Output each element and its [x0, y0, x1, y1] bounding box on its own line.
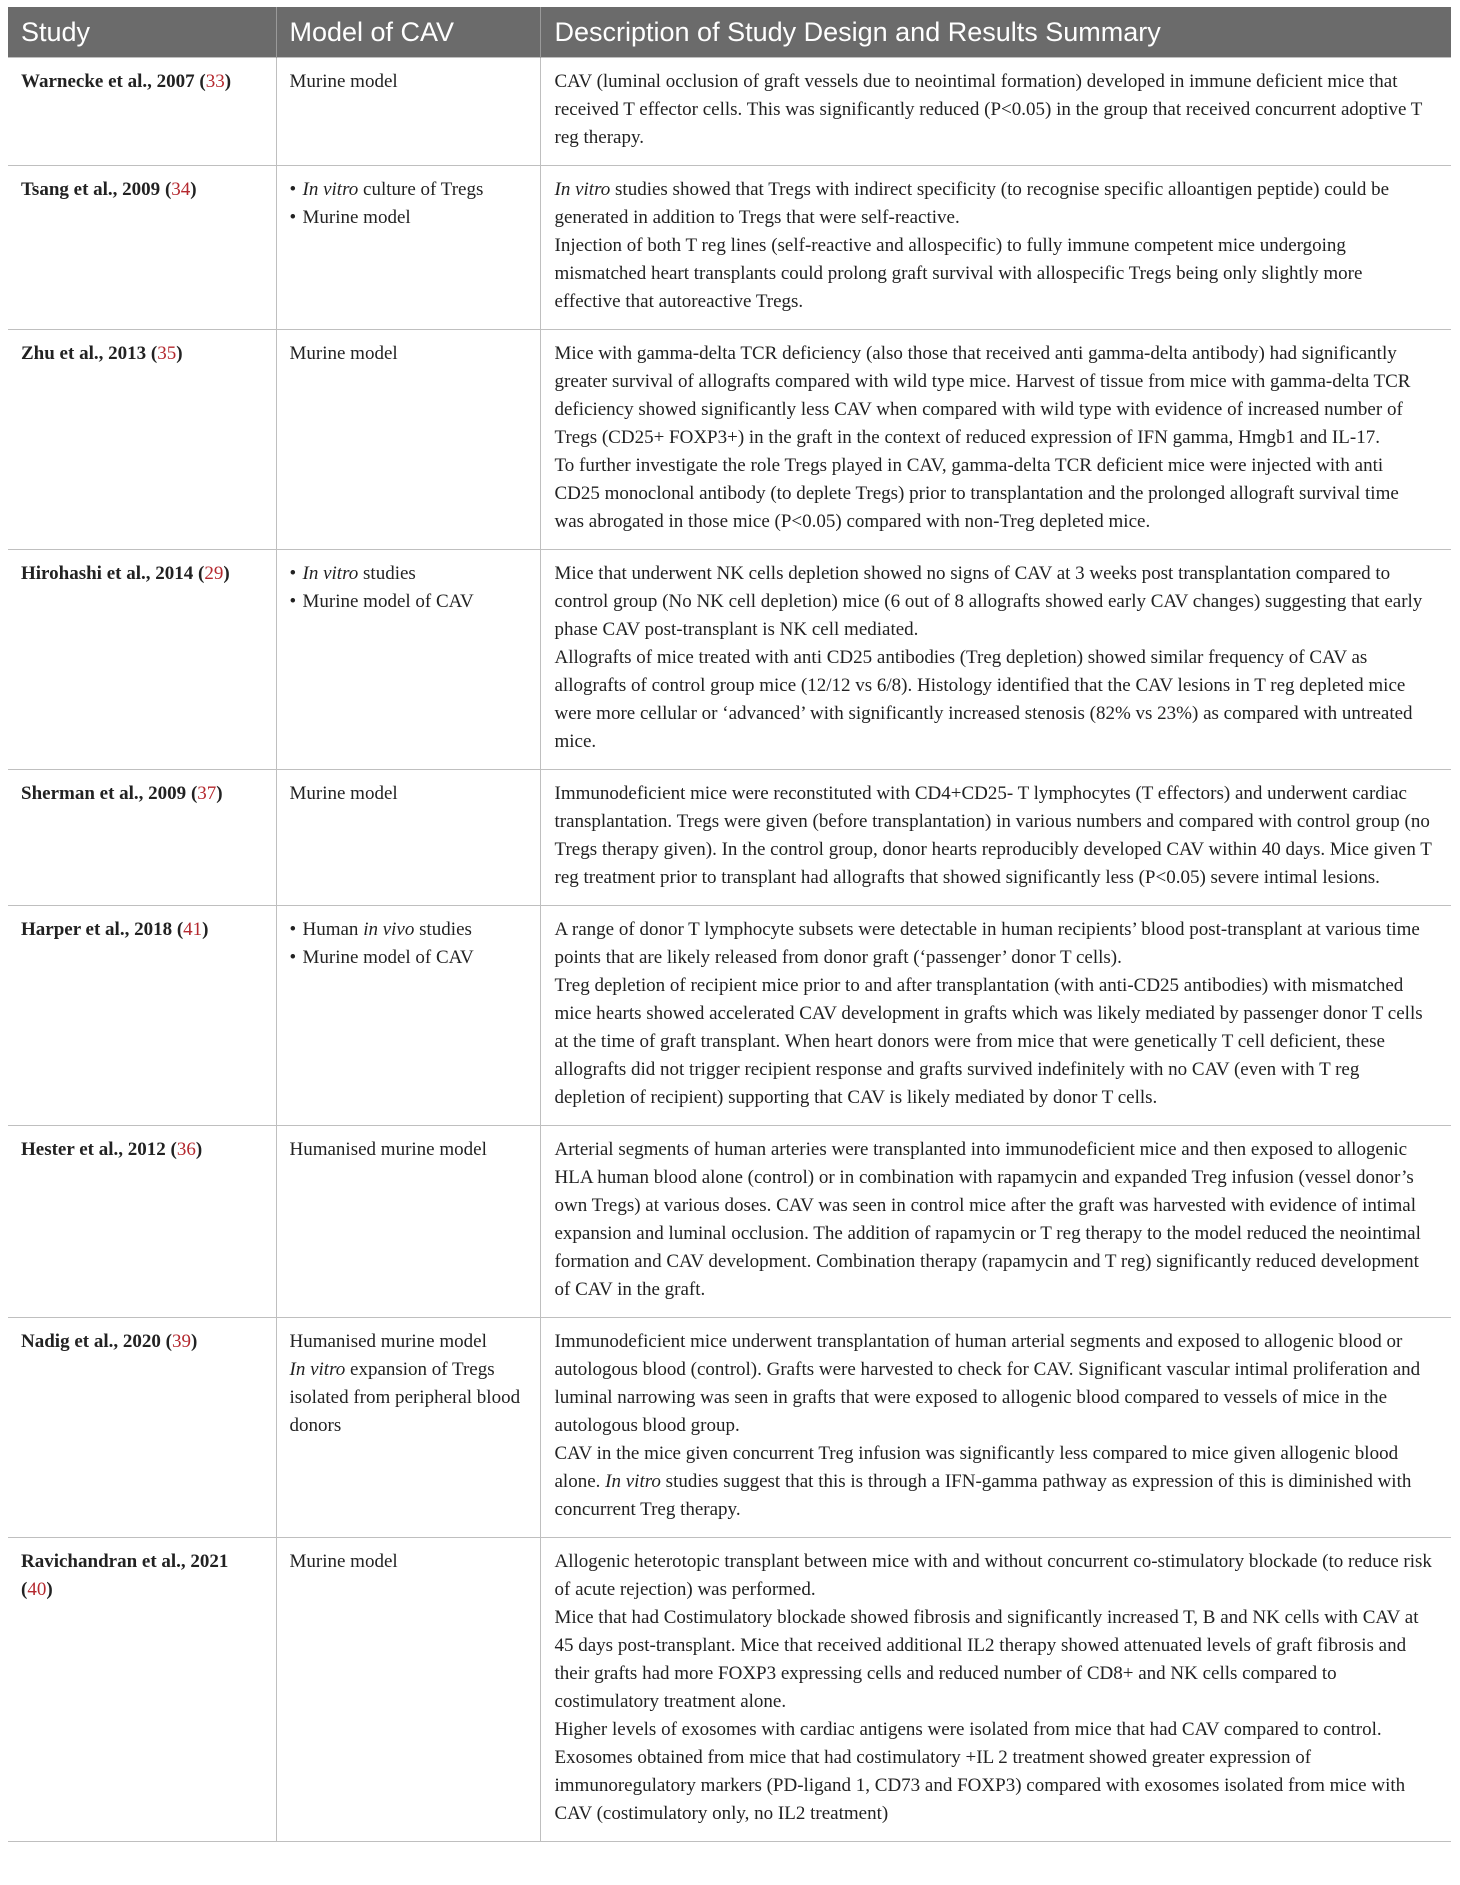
reference-link[interactable]: 29 [204, 563, 224, 584]
model-text: Murine model [289, 343, 398, 364]
model-list-item: • In vitro studies [290, 560, 526, 588]
model-text: Murine model [289, 71, 398, 92]
description-paragraph: Immunodeficient mice were reconstituted with CD4+CD25- T lymphocytes (T effectors) and underwent cardiac transplantation. Tregs were given (before transplantation) in various numbers and compared with control group (no Tregs therapy given). In the control group, donor hearts reproducibly developed CAV within 40 days. Mice given T reg treatment prior to transplant had allografts that showed significantly less (P<0.05) severe intimal lesions. [554, 783, 1432, 888]
description-cell [540, 770, 1451, 906]
model-cell [276, 166, 540, 330]
description-paragraph: Immunodeficient mice underwent transplantation of human arterial segments and exposed to allogenic blood or autologous blood (control). Grafts were harvested to check for CAV. Significant vascular intimal proliferation and luminal narrowing was seen in grafts that were exposed to allogenic blood compared to vessels of mice in the autologous blood group. [554, 1331, 1421, 1436]
description-cell [540, 1126, 1451, 1318]
reference-link[interactable]: 41 [183, 919, 203, 940]
model-cell [276, 1126, 540, 1318]
model-list-item: • Murine model of CAV [290, 944, 526, 972]
table-row [8, 330, 1451, 550]
description-paragraph: CAV in the mice given concurrent Treg infusion was significantly less compared to mice given allogenic blood alone. In vitro studies suggest that this is through a IFN-gamma pathway as expression of this is diminished with concurrent Treg therapy. [554, 1443, 1412, 1520]
model-cell [276, 1538, 540, 1842]
reference-link[interactable]: 36 [176, 1139, 196, 1160]
header-model: Model of CAV [276, 7, 540, 58]
description-cell [540, 550, 1451, 770]
model-list-item: • In vitro culture of Tregs [290, 176, 526, 204]
description-paragraph: Higher levels of exosomes with cardiac antigens were isolated from mice that had CAV compared to control. Exosomes obtained from mice that had costimulatory +IL 2 treatment showed greater expression of immunoregulatory markers (PD-ligand 1, CD73 and FOXP3) compared with exosomes isolated from mice with CAV (costimulatory only, no IL2 treatment) [554, 1719, 1406, 1824]
description-cell [540, 1538, 1451, 1842]
description-cell [540, 906, 1451, 1126]
model-cell [276, 770, 540, 906]
model-text: Murine model [289, 1551, 398, 1572]
study-name: Hirohashi et al., 2014 [21, 563, 194, 584]
table-row [8, 58, 1451, 166]
model-text: Humanised murine model [289, 1331, 487, 1352]
description-paragraph: A range of donor T lymphocyte subsets were detectable in human recipients’ blood post-transplant at various time points that are likely released from donor graft (‘passenger’ donor T cells). [554, 919, 1420, 968]
model-text: In vitro expansion of Tregs isolated from peripheral blood donors [289, 1359, 521, 1436]
reference-link[interactable]: 39 [171, 1331, 191, 1352]
description-paragraph: CAV (luminal occlusion of graft vessels due to neointimal formation) developed in immune deficient mice that received T effector cells. This was significantly reduced (P<0.05) in the group that received concurrent adoptive T reg therapy. [554, 71, 1423, 148]
study-cell: Warnecke et al., 2007 (33) [8, 58, 276, 166]
table-header-row [8, 7, 1451, 58]
reference-link[interactable]: 37 [197, 783, 217, 804]
study-table [8, 7, 1451, 1842]
study-cell: Hester et al., 2012 (36) [8, 1126, 276, 1318]
table-row [8, 1126, 1451, 1318]
model-cell [276, 906, 540, 1126]
study-cell: Harper et al., 2018 (41) [8, 906, 276, 1126]
description-paragraph: Arterial segments of human arteries were transplanted into immunodeficient mice and then exposed to allogenic HLA human blood alone (control) or in combination with rapamycin and expanded Treg infusion (vessel donor’s own Tregs) at various doses. CAV was seen in control mice after the graft was harvested with evidence of intimal expansion and luminal occlusion. The addition of rapamycin or T reg therapy to the model reduced the neointimal formation and CAV development. Combination therapy (rapamycin and T reg) significantly reduced development of CAV in the graft. [554, 1139, 1421, 1300]
study-name: Ravichandran et al., 2021 [21, 1551, 229, 1572]
study-name: Sherman et al., 2009 [21, 783, 187, 804]
model-text: Humanised murine model [289, 1139, 487, 1160]
study-name: Tsang et al., 2009 [21, 179, 161, 200]
model-list-item: • Human in vivo studies [290, 916, 526, 944]
table-row [8, 550, 1451, 770]
model-list [290, 560, 526, 616]
study-cell: Zhu et al., 2013 (35) [8, 330, 276, 550]
table-row [8, 906, 1451, 1126]
study-cell: Nadig et al., 2020 (39) [8, 1318, 276, 1538]
study-name: Zhu et al., 2013 [21, 343, 147, 364]
description-paragraph: Mice with gamma-delta TCR deficiency (also those that received anti gamma-delta antibody) had significantly greater survival of allografts compared with wild type mice. Harvest of tissue from mice with gamma-delta TCR deficiency showed significantly less CAV when compared with wild type with evidence of increased number of Tregs (CD25+ FOXP3+) in the graft in the context of reduced expression of IFN gamma, Hmgb1 and IL-17. [554, 343, 1411, 448]
reference-link[interactable]: 34 [171, 179, 191, 200]
description-paragraph: Allografts of mice treated with anti CD25 antibodies (Treg depletion) showed similar frequency of CAV as allografts of control group mice (12/12 vs 6/8). Histology identified that the CAV lesions in T reg depleted mice were more cellular or ‘advanced’ with significantly increased stenosis (82% vs 23%) as compared with untreated mice. [554, 647, 1413, 752]
study-name: Harper et al., 2018 [21, 919, 173, 940]
model-cell [276, 1318, 540, 1538]
model-text: Murine model [289, 783, 398, 804]
description-paragraph: Allogenic heterotopic transplant between mice with and without concurrent co-stimulatory blockade (to reduce risk of acute rejection) was performed. [554, 1551, 1432, 1600]
description-paragraph: Mice that had Costimulatory blockade showed fibrosis and significantly increased T, B and NK cells with CAV at 45 days post-transplant. Mice that received additional IL2 therapy showed attenuated levels of graft fibrosis and their grafts had more FOXP3 expressing cells and reduced number of CD8+ and NK cells compared to costimulatory treatment alone. [554, 1607, 1419, 1712]
model-list [290, 176, 526, 232]
study-table-container [8, 7, 1451, 1842]
study-cell: Hirohashi et al., 2014 (29) [8, 550, 276, 770]
model-cell [276, 58, 540, 166]
reference-link[interactable]: 35 [157, 343, 177, 364]
description-cell [540, 166, 1451, 330]
study-name: Nadig et al., 2020 [21, 1331, 161, 1352]
description-paragraph: Mice that underwent NK cells depletion showed no signs of CAV at 3 weeks post transplantation compared to control group (No NK cell depletion) mice (6 out of 8 allografts showed early CAV changes) suggesting that early phase CAV post-transplant is NK cell mediated. [554, 563, 1423, 640]
table-row [8, 1318, 1451, 1538]
study-cell: Sherman et al., 2009 (37) [8, 770, 276, 906]
table-row [8, 166, 1451, 330]
reference-link[interactable]: 40 [27, 1579, 47, 1600]
model-list-item: • Murine model of CAV [290, 588, 526, 616]
reference-link[interactable]: 33 [205, 71, 225, 92]
description-cell [540, 330, 1451, 550]
model-cell [276, 330, 540, 550]
model-list-item: • Murine model [290, 204, 526, 232]
model-cell [276, 550, 540, 770]
header-description: Description of Study Design and Results Summary [540, 7, 1451, 58]
table-row [8, 1538, 1451, 1842]
description-cell [540, 58, 1451, 166]
study-cell: Ravichandran et al., 2021 (40) [8, 1538, 276, 1842]
header-study: Study [8, 7, 276, 58]
table-row [8, 770, 1451, 906]
description-paragraph: Treg depletion of recipient mice prior to and after transplantation (with anti-CD25 antibodies) with mismatched mice hearts showed accelerated CAV development in grafts which was likely mediated by passenger donor T cells at the time of graft transplant. When heart donors were from mice that were genetically T cell deficient, these allografts did not trigger recipient response and grafts survived indefinitely with no CAV (even with T reg depletion of recipient) supporting that CAV is likely mediated by donor T cells. [554, 975, 1423, 1108]
model-list [290, 916, 526, 972]
description-paragraph: Injection of both T reg lines (self-reactive and allospecific) to fully immune competent mice undergoing mismatched heart transplants could prolong graft survival with allospecific Tregs being only slightly more effective that autoreactive Tregs. [554, 235, 1363, 312]
study-cell: Tsang et al., 2009 (34) [8, 166, 276, 330]
study-name: Warnecke et al., 2007 [21, 71, 195, 92]
description-paragraph: To further investigate the role Tregs played in CAV, gamma-delta TCR deficient mice were injected with anti CD25 monoclonal antibody (to deplete Tregs) prior to transplantation and the prolonged allograft survival time was abrogated in those mice (P<0.05) compared with non-Treg depleted mice. [554, 455, 1399, 532]
description-cell [540, 1318, 1451, 1538]
description-paragraph: In vitro studies showed that Tregs with indirect specificity (to recognise specific alloantigen peptide) could be generated in addition to Tregs that were self-reactive. [554, 179, 1390, 228]
study-name: Hester et al., 2012 [21, 1139, 166, 1160]
